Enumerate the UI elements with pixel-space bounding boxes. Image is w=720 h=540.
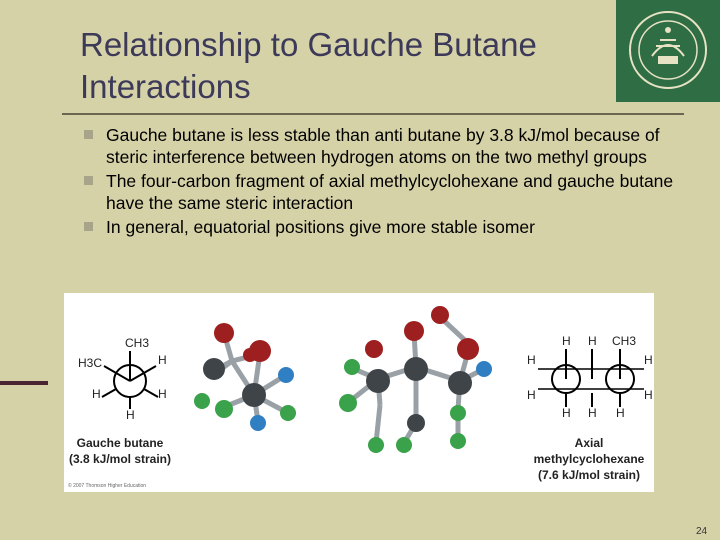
newman-label: H3C [78, 356, 103, 370]
newman-label: H [126, 408, 135, 422]
newman-label: H [562, 334, 571, 348]
newman-projection-methylcyclohexane [527, 334, 653, 420]
newman-label: CH3 [125, 336, 150, 350]
methylcyclohexane-label: methylcyclohexane [533, 452, 645, 466]
newman-projection-gauche-butane [78, 336, 167, 422]
newman-label: H [588, 334, 597, 348]
university-seal-icon [616, 0, 720, 102]
bullet-text: Gauche butane is less stable than anti butane by 3.8 kJ/mol because of steric interference between hydrogen atoms on the two methyl groups [106, 125, 660, 167]
newman-label: H [644, 388, 653, 402]
bullet-text: In general, equatorial positions give more stable isomer [106, 217, 535, 237]
title-underline [62, 113, 684, 115]
slide-title: Relationship to Gauche Butane Interactions [80, 26, 537, 105]
newman-label: H [644, 353, 653, 367]
newman-label: H [527, 388, 536, 402]
gauche-butane-caption [64, 435, 176, 467]
newman-label: H [527, 353, 536, 367]
methylcyclohexane-strain: (7.6 kJ/mol strain) [537, 468, 641, 482]
axial-label: Axial [574, 436, 604, 450]
gauche-butane-label: Gauche butane [76, 436, 164, 450]
newman-label: H [158, 387, 167, 401]
square-bullet-icon [84, 130, 93, 139]
newman-label: H [562, 406, 571, 420]
bullet-item [82, 124, 682, 168]
copyright-notice: © 2007 Thomson Higher Education [68, 483, 147, 489]
page-number: 24 [696, 526, 708, 537]
square-bullet-icon [84, 222, 93, 231]
ball-stick-methylcyclohexane-atoms [339, 306, 492, 453]
bullet-list [82, 124, 682, 240]
gauche-butane-strain: (3.8 kJ/mol strain) [68, 452, 172, 466]
newman-label: H [616, 406, 625, 420]
square-bullet-icon [84, 176, 93, 185]
bullet-item [82, 170, 682, 214]
newman-label: CH3 [612, 334, 637, 348]
newman-label: H [92, 387, 101, 401]
newman-label: H [158, 353, 167, 367]
bullet-text: The four-carbon fragment of axial methylcyclohexane and gauche butane have the same steric interaction [106, 171, 674, 213]
molecule-figure [64, 293, 654, 492]
bullet-item [82, 216, 682, 238]
left-accent-bar [0, 381, 48, 385]
methylcyclohexane-caption [524, 435, 654, 483]
newman-label: H [588, 406, 597, 420]
